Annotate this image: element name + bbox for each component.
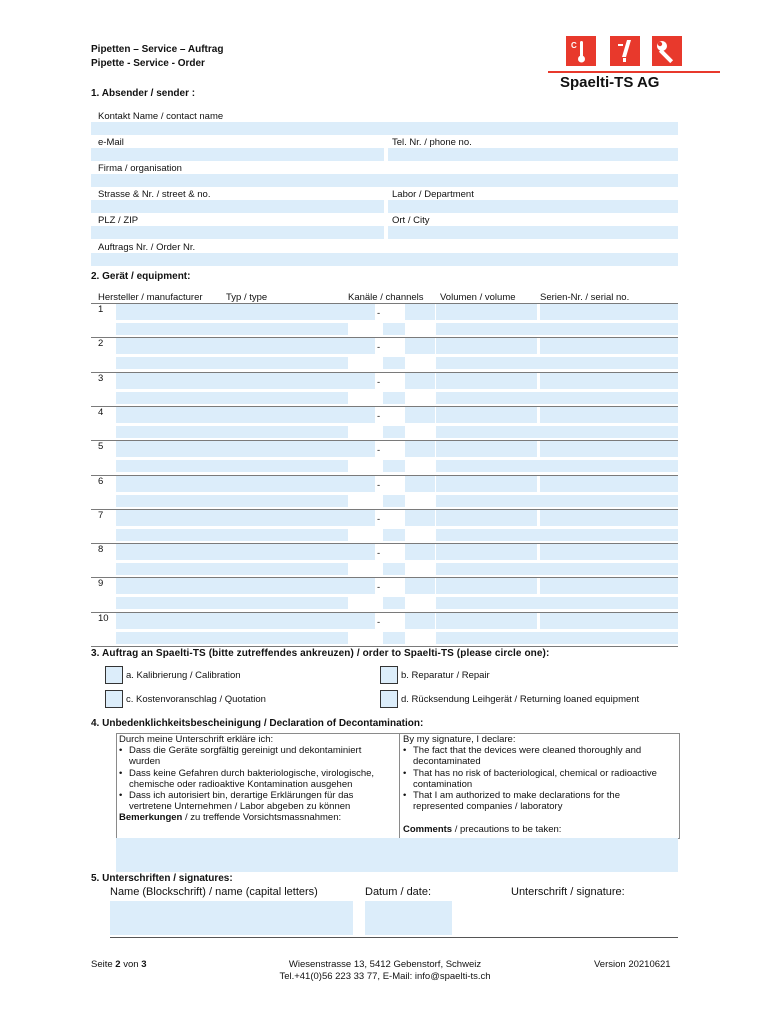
department-field[interactable] — [388, 200, 678, 213]
signature-field[interactable] — [484, 902, 678, 936]
row-notes-field-right[interactable] — [436, 495, 678, 507]
remarks-label-english — [403, 824, 673, 835]
channels-to-field[interactable] — [383, 392, 405, 404]
channels-range-separator: - — [377, 342, 381, 353]
serial-field[interactable] — [540, 407, 678, 423]
declaration-en-item: • That has no risk of bacteriological, chemical or radioactive contamination — [403, 768, 673, 790]
phone-field[interactable] — [388, 148, 678, 161]
wrench-icon — [652, 36, 682, 66]
row-notes-field[interactable] — [116, 392, 348, 404]
repair-label: b. Reparatur / Repair — [401, 670, 490, 681]
remarks-field[interactable] — [116, 838, 678, 872]
section-3-heading: 3. Auftrag an Spaelti-TS (bitte zutreffendes ankreuzen) / order to Spaelti-TS (please circle one): — [91, 648, 550, 659]
row-notes-field-right[interactable] — [436, 529, 678, 541]
row-notes-field-right[interactable] — [436, 563, 678, 575]
col-serial: Serien-Nr. / serial no. — [540, 292, 630, 303]
page-prefix: Seite — [91, 959, 116, 970]
serial-field[interactable] — [540, 510, 678, 526]
declaration-german — [119, 734, 389, 824]
company-name: Spaelti-TS AG — [560, 74, 660, 91]
email-field[interactable] — [91, 148, 384, 161]
channels-range-separator: - — [377, 582, 381, 593]
volume-field[interactable] — [405, 578, 435, 594]
remarks-rest-de: / zu treffende Vorsichtsmassnahmen: — [182, 812, 342, 824]
footer-version: Version 20210621 — [594, 959, 671, 970]
declaration-box — [116, 733, 680, 839]
city-label: Ort / City — [392, 215, 430, 226]
section-4-heading: 4. Unbedenklichkeitsbescheinigung / Declaration of Decontamination: — [91, 718, 424, 729]
manufacturer-field[interactable] — [116, 441, 226, 457]
channels-from-field[interactable] — [348, 441, 375, 457]
date-label: Datum / date: — [365, 886, 432, 898]
type-field[interactable] — [226, 510, 348, 526]
remarks-rest-en: / precautions to be taken: — [452, 824, 562, 836]
row-notes-field[interactable] — [116, 597, 348, 609]
channels-from-field[interactable] — [348, 613, 375, 629]
manufacturer-field[interactable] — [116, 578, 226, 594]
channels-to-field[interactable] — [383, 563, 405, 575]
row-number: 7 — [98, 510, 104, 521]
quotation-checkbox[interactable] — [105, 690, 123, 708]
remarks-bold-de: Bemerkungen — [119, 812, 183, 824]
channels-to-field[interactable] — [383, 357, 405, 369]
manufacturer-field[interactable] — [116, 304, 226, 320]
remarks-label-german — [119, 812, 389, 823]
volume-field[interactable] — [405, 510, 435, 526]
channels-from-field[interactable] — [348, 544, 375, 560]
channels-to-field[interactable] — [383, 460, 405, 472]
col-volume: Volumen / volume — [440, 292, 516, 303]
section-1-heading: 1. Absender / sender : — [91, 88, 196, 99]
volume-field[interactable] — [405, 441, 435, 457]
volume-unit-field[interactable] — [436, 304, 537, 320]
manufacturer-field[interactable] — [116, 510, 226, 526]
channels-from-field[interactable] — [348, 578, 375, 594]
type-field[interactable] — [226, 338, 348, 354]
channels-range-separator: - — [377, 445, 381, 456]
volume-unit-field[interactable] — [436, 441, 537, 457]
logo-rule — [548, 71, 720, 73]
name-label: Name (Blockschrift) / name (capital letters) — [110, 886, 318, 898]
name-field[interactable] — [110, 901, 353, 935]
volume-field[interactable] — [405, 338, 435, 354]
channels-from-field[interactable] — [348, 304, 375, 320]
row-notes-field-right[interactable] — [436, 632, 678, 644]
volume-field[interactable] — [405, 373, 435, 389]
declaration-en-item: • The fact that the devices were cleaned thoroughly and decontaminated — [403, 745, 673, 767]
col-manufacturer: Hersteller / manufacturer — [98, 292, 203, 303]
channels-range-separator: - — [377, 617, 381, 628]
volume-unit-field[interactable] — [436, 613, 537, 629]
calibration-label: a. Kalibrierung / Calibration — [126, 670, 241, 681]
declaration-en-intro: By my signature, I declare: — [403, 734, 516, 745]
serial-field[interactable] — [540, 578, 678, 594]
contact-name-field[interactable] — [91, 122, 678, 135]
manufacturer-field[interactable] — [116, 338, 226, 354]
calibration-checkbox[interactable] — [105, 666, 123, 684]
volume-unit-field[interactable] — [436, 338, 537, 354]
section-5-heading: 5. Unterschriften / signatures: — [91, 873, 233, 884]
channels-to-field[interactable] — [383, 529, 405, 541]
serial-field[interactable] — [540, 304, 678, 320]
volume-unit-field[interactable] — [436, 544, 537, 560]
signature-line — [110, 937, 678, 938]
volume-unit-field[interactable] — [436, 476, 537, 492]
order-nr-label: Auftrags Nr. / Order Nr. — [98, 242, 196, 253]
company-field[interactable] — [91, 174, 678, 187]
svg-text:C: C — [571, 41, 577, 50]
page-current: 2 — [115, 959, 121, 970]
return-loaned-label: d. Rücksendung Leihgerät / Returning loaned equipment — [401, 694, 640, 705]
channels-from-field[interactable] — [348, 407, 375, 423]
channels-range-separator: - — [377, 548, 381, 559]
volume-field[interactable] — [405, 544, 435, 560]
channels-from-field[interactable] — [348, 510, 375, 526]
row-number: 3 — [98, 373, 104, 384]
phone-label: Tel. Nr. / phone no. — [392, 137, 472, 148]
declaration-de-item: • Dass keine Gefahren durch bakteriologische, virologische, chemische oder radioaktive Kontamination ausgehen — [119, 768, 389, 790]
declaration-en-item: • That I am authorized to make declarations for the represented companies / laboratory — [403, 790, 673, 812]
channels-from-field[interactable] — [348, 476, 375, 492]
order-nr-field[interactable] — [91, 253, 678, 266]
volume-unit-field[interactable] — [436, 578, 537, 594]
row-notes-field[interactable] — [116, 357, 348, 369]
channels-from-field[interactable] — [348, 373, 375, 389]
return-loaned-checkbox[interactable] — [380, 690, 398, 708]
row-notes-field[interactable] — [116, 632, 348, 644]
row-number: 10 — [98, 613, 109, 624]
page-total: 3 — [141, 959, 147, 970]
page-mid: von — [120, 959, 142, 970]
syringe-icon — [610, 36, 640, 66]
city-field[interactable] — [388, 226, 678, 239]
date-field[interactable] — [365, 901, 452, 935]
serial-field[interactable] — [540, 441, 678, 457]
row-number: 4 — [98, 407, 104, 418]
channels-range-separator: - — [377, 480, 381, 491]
volume-unit-field[interactable] — [436, 510, 537, 526]
title-english: Pipette - Service - Order — [91, 58, 205, 69]
type-field[interactable] — [226, 407, 348, 423]
declaration-de-item: • Dass ich autorisiert bin, derartige Erklärungen für das vertretene Unternehmen / Labor abgeben zu können — [119, 790, 389, 812]
volume-unit-field[interactable] — [436, 373, 537, 389]
type-field[interactable] — [226, 613, 348, 629]
row-notes-field-right[interactable] — [436, 323, 678, 335]
serial-field[interactable] — [540, 338, 678, 354]
row-number: 5 — [98, 441, 104, 452]
type-field[interactable] — [226, 476, 348, 492]
channels-to-field[interactable] — [383, 323, 405, 335]
row-notes-field-right[interactable] — [436, 426, 678, 438]
row-notes-field-right[interactable] — [436, 460, 678, 472]
type-field[interactable] — [226, 304, 348, 320]
manufacturer-field[interactable] — [116, 613, 226, 629]
volume-field[interactable] — [405, 304, 435, 320]
declaration-english — [403, 734, 673, 836]
zip-label: PLZ / ZIP — [98, 215, 139, 226]
serial-field[interactable] — [540, 476, 678, 492]
channels-range-separator: - — [377, 308, 381, 319]
channels-range-separator: - — [377, 411, 381, 422]
channels-range-separator: - — [377, 514, 381, 525]
channels-to-field[interactable] — [383, 597, 405, 609]
department-label: Labor / Department — [392, 189, 474, 200]
title-german: Pipetten – Service – Auftrag — [91, 44, 224, 55]
row-number: 8 — [98, 544, 104, 555]
row-divider — [91, 646, 678, 647]
street-field[interactable] — [91, 200, 384, 213]
footer-address: Wiesenstrasse 13, 5412 Gebenstorf, Schweiz — [288, 959, 482, 970]
channels-to-field[interactable] — [383, 632, 405, 644]
channels-from-field[interactable] — [348, 338, 375, 354]
row-notes-field[interactable] — [116, 460, 348, 472]
row-notes-field-right[interactable] — [436, 357, 678, 369]
remarks-bold-en: Comments — [403, 824, 453, 836]
channels-to-field[interactable] — [383, 495, 405, 507]
row-notes-field[interactable] — [116, 529, 348, 541]
contact-name-label: Kontakt Name / contact name — [98, 111, 224, 122]
repair-checkbox[interactable] — [380, 666, 398, 684]
company-label: Firma / organisation — [98, 163, 182, 174]
zip-field[interactable] — [91, 226, 384, 239]
row-notes-field-right[interactable] — [436, 597, 678, 609]
volume-field[interactable] — [405, 407, 435, 423]
type-field[interactable] — [226, 373, 348, 389]
serial-field[interactable] — [540, 613, 678, 629]
signature-label: Unterschrift / signature: — [511, 886, 625, 898]
row-notes-field[interactable] — [116, 426, 348, 438]
declaration-de-item: • Dass die Geräte sorgfältig gereinigt und dekontaminiert wurden — [119, 745, 389, 767]
row-number: 1 — [98, 304, 104, 315]
manufacturer-field[interactable] — [116, 476, 226, 492]
row-notes-field[interactable] — [116, 495, 348, 507]
type-field[interactable] — [226, 544, 348, 560]
serial-field[interactable] — [540, 373, 678, 389]
declaration-divider — [399, 734, 400, 838]
row-notes-field[interactable] — [116, 563, 348, 575]
volume-field[interactable] — [405, 476, 435, 492]
declaration-de-intro: Durch meine Unterschrift erkläre ich: — [119, 734, 274, 745]
row-number: 9 — [98, 578, 104, 589]
thermometer-icon — [566, 36, 596, 66]
volume-field[interactable] — [405, 613, 435, 629]
row-notes-field[interactable] — [116, 323, 348, 335]
col-channels: Kanäle / channels — [348, 292, 424, 303]
row-notes-field-right[interactable] — [436, 392, 678, 404]
row-number: 6 — [98, 476, 104, 487]
section-2-heading: 2. Gerät / equipment: — [91, 271, 191, 282]
volume-unit-field[interactable] — [436, 407, 537, 423]
type-field[interactable] — [226, 578, 348, 594]
manufacturer-field[interactable] — [116, 544, 226, 560]
manufacturer-field[interactable] — [116, 407, 226, 423]
channels-to-field[interactable] — [383, 426, 405, 438]
serial-field[interactable] — [540, 544, 678, 560]
email-label: e-Mail — [98, 137, 124, 148]
row-number: 2 — [98, 338, 104, 349]
channels-range-separator: - — [377, 377, 381, 388]
manufacturer-field[interactable] — [116, 373, 226, 389]
type-field[interactable] — [226, 441, 348, 457]
footer-contact: Tel.+41(0)56 223 33 77, E-Mail: info@spaelti-ts.ch — [279, 971, 491, 982]
col-type: Typ / type — [226, 292, 268, 303]
quotation-label: c. Kostenvoranschlag / Quotation — [126, 694, 266, 705]
street-label: Strasse & Nr. / street & no. — [98, 189, 211, 200]
